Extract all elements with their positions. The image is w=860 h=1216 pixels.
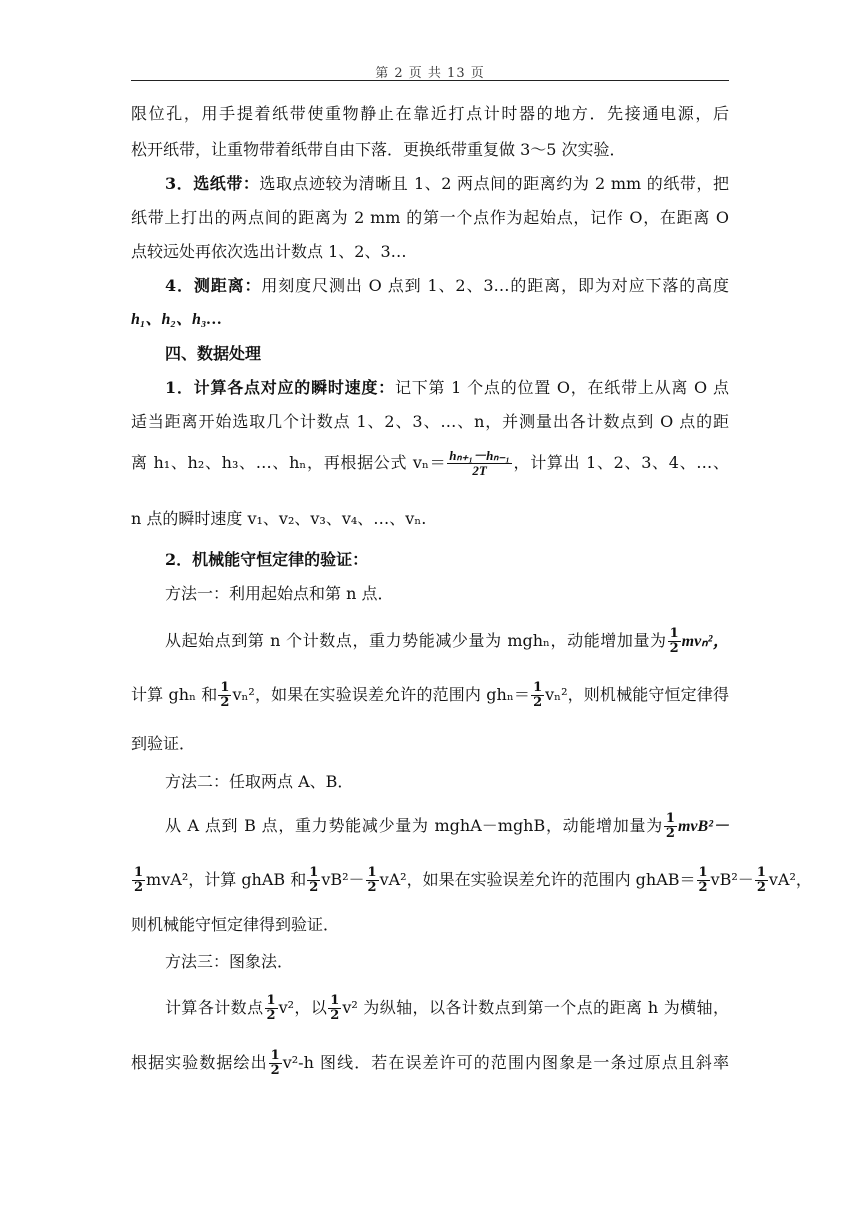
fraction-numerator: 1	[367, 865, 377, 880]
line-part: vB²－	[321, 870, 365, 889]
method-three-title: 方法三：图象法．	[165, 952, 294, 971]
text-line-9	[165, 377, 729, 399]
text-line-20	[131, 865, 812, 895]
line-part: vB²－	[710, 870, 754, 889]
fraction-numerator: 1	[756, 865, 766, 880]
header-rule	[131, 80, 729, 81]
half-fraction	[697, 866, 710, 895]
page-header: 第 2 页 共 13 页	[375, 66, 485, 81]
fraction-denominator: 2	[669, 641, 679, 656]
step-body: 用刻度尺测出 O 点到 1、2、3…的距离，即为对应下落的高度	[261, 276, 729, 295]
fraction-denominator: 2	[367, 880, 377, 895]
half-fraction	[265, 994, 278, 1023]
line-part: 从起始点到第 n 个计数点，重力势能减少量为 mghₙ，动能增加量为	[165, 631, 667, 650]
formula-lead: 离 h₁、h₂、h₃、…、hₙ，再根据公式 vₙ＝	[131, 453, 447, 472]
step-body: 选取点迹较为清晰且 1、2 两点间的距离约为 2 mm 的纸带，把	[259, 174, 729, 193]
method-one-title: 方法一：利用起始点和第 n 点．	[165, 584, 394, 603]
half-fraction	[132, 866, 145, 895]
text-line-17: 到验证．	[131, 734, 196, 753]
fraction-denominator: 2	[270, 1063, 280, 1078]
text-line-5: 点较远处再依次选出计数点 1、2、3…	[131, 242, 407, 261]
text-line-1: 限位孔，用手提着纸带使重物静止在靠近打点计时器的地方．先接通电源，后	[131, 104, 729, 123]
half-fraction	[307, 866, 320, 895]
half-fraction	[664, 812, 677, 841]
fraction-numerator: 1	[533, 680, 543, 695]
half-fraction	[531, 681, 544, 710]
fraction-numerator: 1	[669, 626, 679, 641]
text-line-3	[165, 173, 729, 195]
fraction-denominator: 2	[756, 880, 766, 895]
fraction-numerator: 1	[309, 865, 319, 880]
text-line-24	[131, 1049, 729, 1078]
half-fraction	[668, 627, 681, 656]
section-heading: 四、数据处理	[165, 344, 262, 363]
fraction-numerator: hₙ₊₁－hₙ₋₁	[449, 448, 510, 463]
formula-tail: ，计算出 1、2、3、4、…、	[512, 453, 729, 472]
fraction-numerator: 1	[665, 811, 675, 826]
text-line-15	[165, 627, 729, 656]
text-line-16	[131, 681, 729, 710]
step-heading: 4．测距离：	[165, 276, 262, 295]
fraction-numerator: 1	[270, 1048, 280, 1063]
text-line-4: 纸带上打出的两点间的距离为 2 mm 的第一个点作为起始点，记作 O，在距离 O	[131, 208, 729, 227]
line-part: mvA²，计算 ghAB 和	[146, 870, 307, 889]
half-fraction	[269, 1049, 282, 1078]
line-part: mvB²－	[677, 818, 729, 835]
fraction-denominator: 2	[220, 695, 230, 710]
line-part: vₙ²，如果在实验误差允许的范围内 ghₙ＝	[232, 685, 531, 704]
text-line-23	[165, 994, 729, 1023]
line-part: 计算 ghₙ 和	[131, 685, 218, 704]
half-fraction	[218, 681, 231, 710]
line-part: vA²，	[768, 870, 812, 889]
line-part: 从 A 点到 B 点，重力势能减少量为 mghA－mghB，动能增加量为	[165, 816, 663, 835]
fraction-denominator: 2	[266, 1008, 276, 1023]
fraction-denominator: 2T	[472, 463, 487, 478]
step-body: 记下第 1 个点的位置 O，在纸带上从离 O 点	[394, 378, 729, 397]
fraction-denominator: 2	[330, 1008, 340, 1023]
text-line-12: n 点的瞬时速度 v₁、v₂、v₃、v₄、…、vₙ.	[131, 509, 427, 528]
fraction-numerator: 1	[266, 993, 276, 1008]
line-part: vA²，如果在实验误差允许的范围内 ghAB＝	[379, 870, 696, 889]
fraction-numerator: 1	[330, 993, 340, 1008]
text-line-2: 松开纸带，让重物带着纸带自由下落．更换纸带重复做 3～5 次实验．	[131, 140, 626, 159]
line-part: v²-h 图线．若在误差许可的范围内图象是一条过原点且斜率	[282, 1053, 729, 1072]
velocity-fraction	[447, 449, 512, 478]
line-part: v²，以	[278, 998, 328, 1017]
line-part: v² 为纵轴，以各计数点到第一个点的距离 h 为横轴，	[342, 998, 729, 1017]
half-fraction	[366, 866, 379, 895]
text-line-7: h₁、h₂、h₃…	[131, 311, 223, 328]
line-part: mvₙ²，	[681, 633, 729, 650]
subsection-heading: 2．机械能守恒定律的验证：	[165, 550, 369, 569]
text-line-10: 适当距离开始选取几个计数点 1、2、3、…、n，并测量出各计数点到 O 点的距	[131, 412, 729, 431]
text-line-19	[165, 812, 729, 841]
step-heading: 3．选纸带：	[165, 174, 260, 193]
text-line-21: 则机械能守恒定律得到验证．	[131, 915, 340, 934]
method-two-title: 方法二：任取两点 A、B．	[165, 772, 354, 791]
fraction-numerator: 1	[698, 865, 708, 880]
fraction-denominator: 2	[533, 695, 543, 710]
step-heading: 1．计算各点对应的瞬时速度：	[165, 378, 395, 397]
line-part: 根据实验数据绘出	[131, 1053, 268, 1072]
fraction-numerator: 1	[220, 680, 230, 695]
text-line-6	[165, 275, 729, 297]
fraction-denominator: 2	[309, 880, 319, 895]
text-line-11	[131, 449, 729, 478]
fraction-denominator: 2	[698, 880, 708, 895]
fraction-denominator: 2	[134, 880, 144, 895]
half-fraction	[755, 866, 768, 895]
fraction-numerator: 1	[134, 865, 144, 880]
line-part: vₙ²，则机械能守恒定律得	[545, 685, 729, 704]
fraction-denominator: 2	[665, 826, 675, 841]
half-fraction	[328, 994, 341, 1023]
line-part: 计算各计数点	[165, 998, 264, 1017]
